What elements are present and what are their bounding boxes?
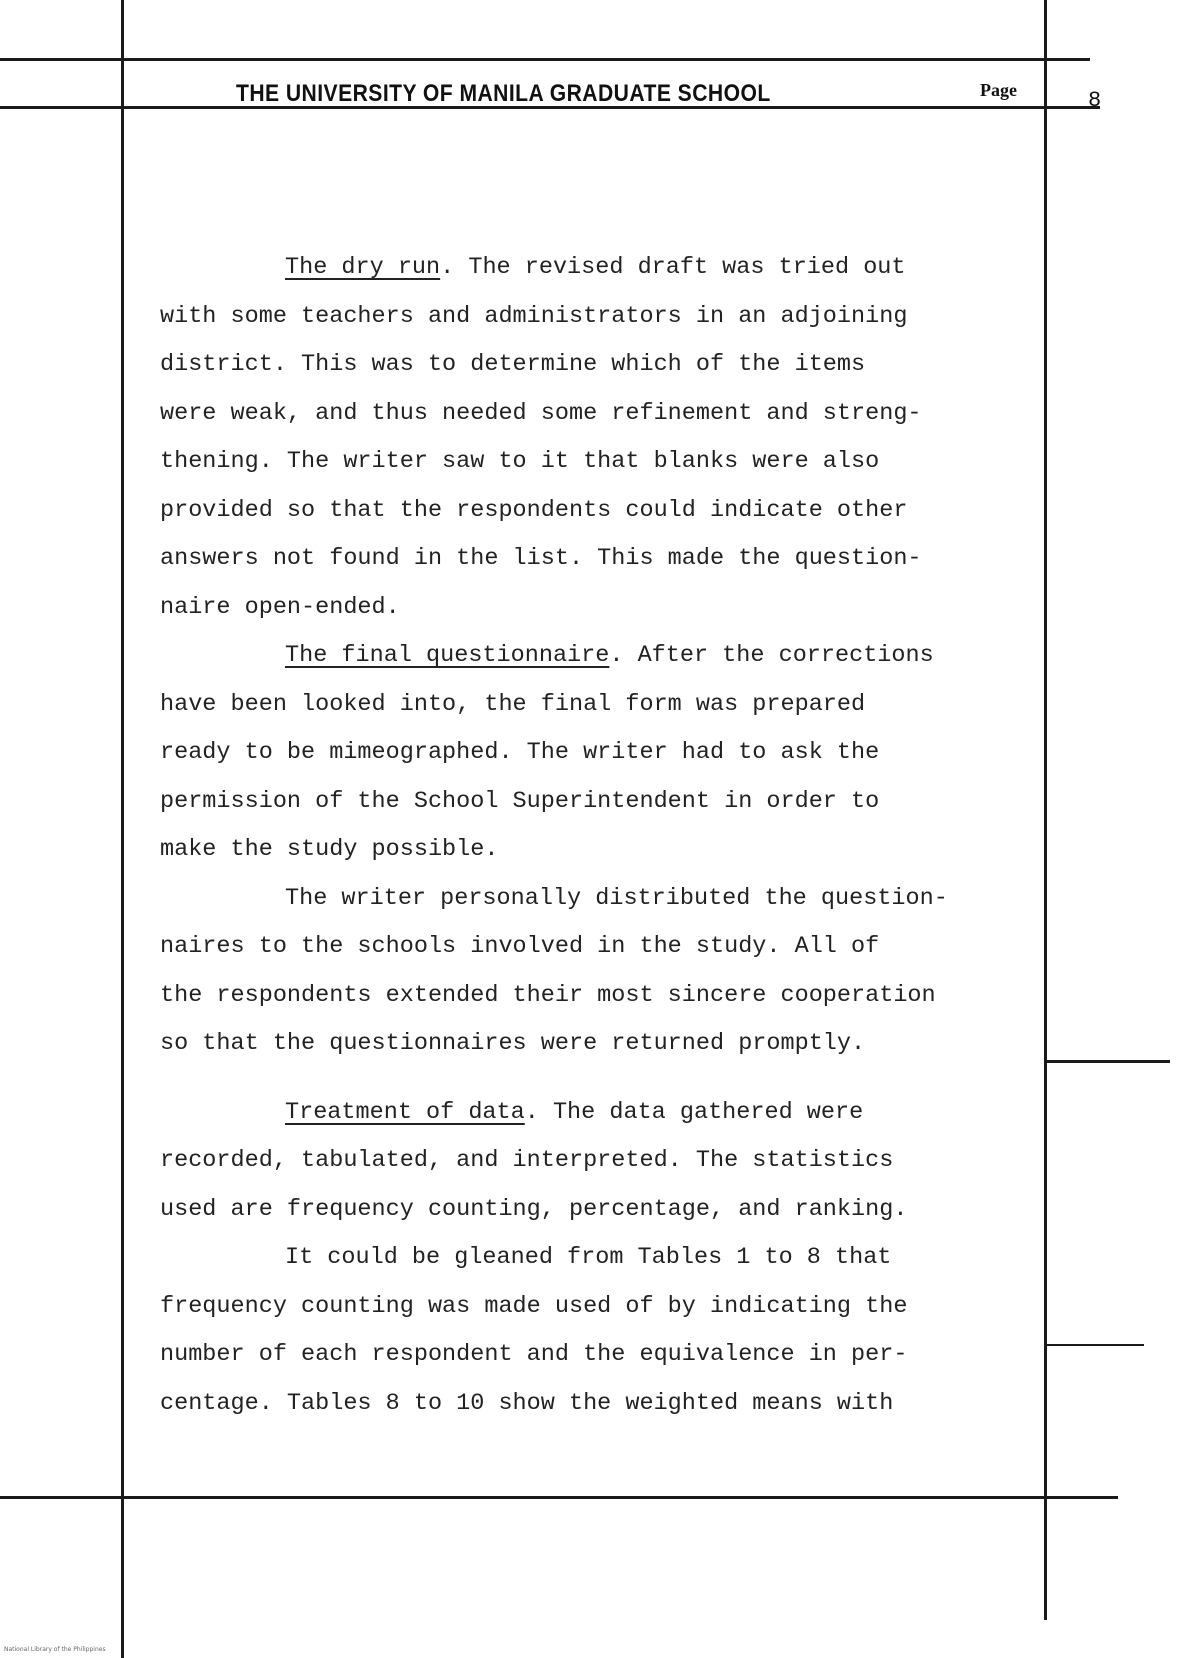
body-line: used are frequency counting, percentage, and ranking. xyxy=(160,1195,908,1223)
page-number: 8 xyxy=(1088,88,1102,113)
right-tick-rule-lower xyxy=(1044,1344,1144,1346)
body-line: number of each respondent and the equivalence in per- xyxy=(160,1341,908,1368)
body-line: centage. Tables 8 to 10 show the weighted means with xyxy=(160,1389,894,1417)
body-line: thening. The writer saw to it that blanks were also xyxy=(160,448,880,475)
body-line: answers not found in the list. This made the question- xyxy=(160,545,922,572)
body-line: provided so that the respondents could indicate other xyxy=(160,496,908,524)
paragraph-final-questionnaire-line xyxy=(160,632,1040,681)
body-line: . The data gathered were xyxy=(524,1098,864,1126)
section-heading-treatment-of-data: Treatment of data xyxy=(285,1098,525,1126)
right-tick-rule-upper xyxy=(1044,1060,1170,1063)
header-title: THE UNIVERSITY OF MANILA GRADUATE SCHOOL xyxy=(236,80,771,107)
footer-note: National Library of the Philippines xyxy=(4,1646,106,1653)
header-top-rule xyxy=(0,58,1090,61)
right-margin-rule xyxy=(1044,0,1047,1620)
body-line: It could be gleaned from Tables 1 to 8 that xyxy=(285,1244,892,1271)
body-line: ready to be mimeographed. The writer had to ask the xyxy=(160,739,880,766)
body-line: the respondents extended their most sincere cooperation xyxy=(160,981,936,1009)
body-line: have been looked into, the final form was prepared xyxy=(160,690,866,718)
paragraph-dry-run-line xyxy=(160,244,1040,293)
body-line: permission of the School Superintendent in order to xyxy=(160,787,880,815)
body-line: district. This was to determine which of the items xyxy=(160,351,866,378)
body-line: with some teachers and administrators in an adjoining xyxy=(160,302,908,330)
section-heading-dry-run: The dry run xyxy=(285,254,441,281)
body-line: make the study possible. xyxy=(160,836,499,863)
paragraph-treatment-line xyxy=(160,1089,1040,1138)
body-line: were weak, and thus needed some refinement and streng- xyxy=(160,399,922,427)
footer-rule xyxy=(0,1496,1118,1499)
body-line: . The revised draft was tried out xyxy=(440,254,906,281)
body-line: so that the questionnaires were returned promptly. xyxy=(160,1030,866,1057)
document-body xyxy=(160,244,1040,1428)
body-line: naire open-ended. xyxy=(160,593,400,621)
left-margin-rule xyxy=(121,0,124,1658)
body-line: The writer personally distributed the question- xyxy=(285,884,948,912)
page-label: Page xyxy=(980,80,1017,100)
body-line: . After the corrections xyxy=(609,642,934,669)
section-heading-final-questionnaire: The final questionnaire xyxy=(285,642,610,669)
body-line: frequency counting was made used of by indicating the xyxy=(160,1292,908,1320)
body-line: recorded, tabulated, and interpreted. The statistics xyxy=(160,1147,894,1174)
body-line: naires to the schools involved in the study. All of xyxy=(160,933,880,960)
